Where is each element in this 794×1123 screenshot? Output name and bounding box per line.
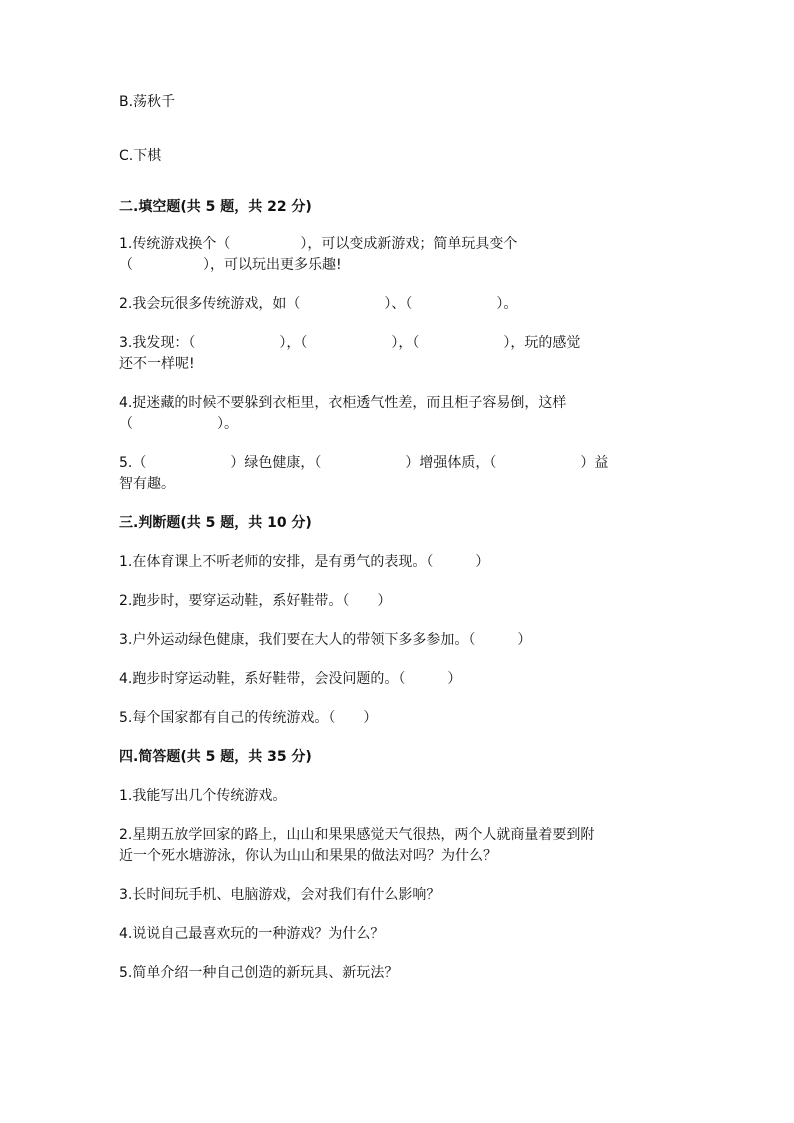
fill-question-2: 2.我会玩很多传统游戏，如（ ）、（ ）。	[119, 296, 518, 312]
fill-question-5-line-2: 智有趣。	[119, 476, 175, 492]
short-question-2-line-1: 2.星期五放学回家的路上，山山和果果感觉天气很热，两个人就商量着要到附	[119, 827, 595, 843]
fill-question-5	[119, 453, 679, 495]
judge-question-2: 2.跑步时，要穿运动鞋，系好鞋带。（ ）	[119, 593, 392, 609]
fill-question-3-line-1: 3.我发现：（ ），（ ），（ ），玩的感觉	[119, 335, 581, 351]
short-question-2-line-2: 近一个死水塘游泳，你认为山山和果果的做法对吗？为什么？	[119, 848, 497, 864]
judge-question-1: 1.在体育课上不听老师的安排，是有勇气的表现。（ ）	[119, 554, 490, 570]
fill-question-4-line-1: 4.捉迷藏的时候不要躲到衣柜里，衣柜透气性差，而且柜子容易倒，这样	[119, 395, 567, 411]
worksheet-page	[119, 92, 679, 984]
fill-question-1-line-1: 1.传统游戏换个（ ），可以变成新游戏；简单玩具变个	[119, 236, 518, 252]
short-question-2	[119, 825, 679, 867]
judge-question-5: 5.每个国家都有自己的传统游戏。（ ）	[119, 710, 378, 726]
section-4-heading: 四.简答题(共 5 题，共 35 分)	[119, 749, 312, 765]
fill-question-3	[119, 333, 679, 375]
short-question-3: 3.长时间玩手机、电脑游戏，会对我们有什么影响？	[119, 887, 441, 903]
short-question-1: 1.我能写出几个传统游戏。	[119, 788, 287, 804]
short-question-4: 4.说说自己最喜欢玩的一种游戏？为什么？	[119, 926, 385, 942]
section-2-heading: 二.填空题(共 5 题，共 22 分)	[119, 199, 312, 215]
section-3-heading: 三.判断题(共 5 题，共 10 分)	[119, 515, 312, 531]
option-c: C.下棋	[119, 148, 162, 164]
fill-question-1-line-2: （ ），可以玩出更多乐趣!	[119, 257, 342, 273]
option-b: B.荡秋千	[119, 94, 176, 110]
fill-question-5-line-1: 5.（ ）绿色健康，（ ）增强体质，（ ）益	[119, 455, 609, 471]
judge-question-4: 4.跑步时穿运动鞋，系好鞋带，会没问题的。（ ）	[119, 671, 462, 687]
fill-question-3-line-2: 还不一样呢!	[119, 356, 195, 372]
fill-question-1	[119, 234, 679, 276]
short-question-5: 5.简单介绍一种自己创造的新玩具、新玩法？	[119, 965, 399, 981]
fill-question-4-line-2: （ ）。	[119, 416, 238, 432]
fill-question-4	[119, 393, 679, 435]
judge-question-3: 3.户外运动绿色健康，我们要在大人的带领下多多参加。（ ）	[119, 632, 532, 648]
